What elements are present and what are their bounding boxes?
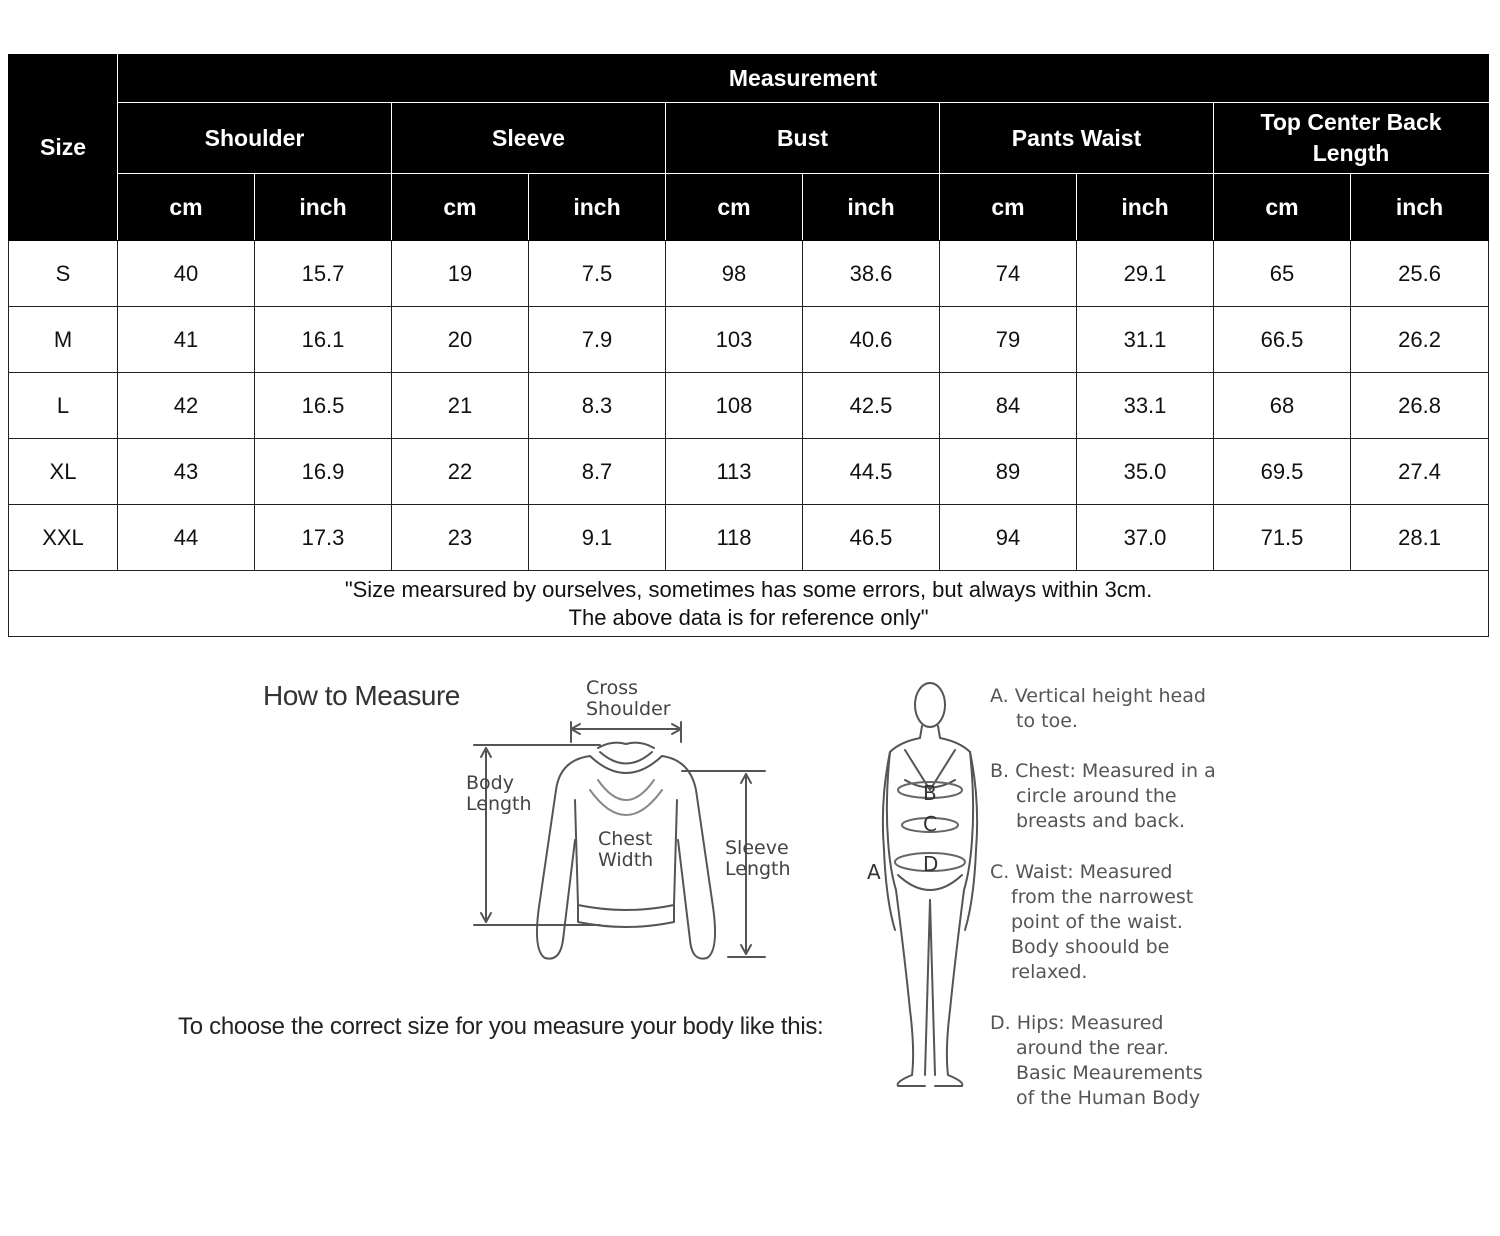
- table-cell: 7.5: [529, 241, 666, 307]
- table-cell: 25.6: [1351, 241, 1489, 307]
- table-cell: 8.7: [529, 439, 666, 505]
- table-cell: 41: [118, 307, 255, 373]
- table-cell: 79: [940, 307, 1077, 373]
- table-cell: 74: [940, 241, 1077, 307]
- table-cell: 22: [392, 439, 529, 505]
- table-cell: 9.1: [529, 505, 666, 571]
- table-cell: 35.0: [1077, 439, 1214, 505]
- size-cell: M: [9, 307, 118, 373]
- chest-width-label: Chest Width: [598, 828, 654, 871]
- table-cell: 89: [940, 439, 1077, 505]
- unit-header: inch: [1351, 174, 1489, 241]
- how-to-measure-title: How to Measure: [263, 680, 460, 711]
- table-cell: 42.5: [803, 373, 940, 439]
- unit-header: inch: [1077, 174, 1214, 241]
- body-length-label: Body Length: [466, 772, 532, 815]
- label-b: B: [923, 781, 937, 805]
- table-cell: 8.3: [529, 373, 666, 439]
- size-cell: XXL: [9, 505, 118, 571]
- legend-item-d: D. Hips: Measured around the rear. Basic Meaurements of the Human Body: [990, 1012, 1203, 1109]
- table-cell: 69.5: [1214, 439, 1351, 505]
- table-cell: 20: [392, 307, 529, 373]
- group-header-back-length: Top Center Back Length: [1214, 103, 1489, 174]
- unit-header: cm: [392, 174, 529, 241]
- table-cell: 94: [940, 505, 1077, 571]
- legend-item-b: B. Chest: Measured in a circle around the breasts and back.: [990, 760, 1216, 832]
- table-cell: 44.5: [803, 439, 940, 505]
- size-cell: XL: [9, 439, 118, 505]
- table-cell: 46.5: [803, 505, 940, 571]
- table-cell: 42: [118, 373, 255, 439]
- legend-item-a: A. Vertical height head to toe.: [990, 685, 1206, 732]
- size-header: Size: [9, 55, 118, 241]
- table-cell: 33.1: [1077, 373, 1214, 439]
- sleeve-length-label: Sleeve Length: [725, 837, 791, 880]
- legend-item-c: C. Waist: Measured from the narrowest point of the waist. Body shoould be relaxed.: [990, 861, 1194, 983]
- table-cell: 7.9: [529, 307, 666, 373]
- unit-header: inch: [803, 174, 940, 241]
- table-cell: 43: [118, 439, 255, 505]
- table-cell: 118: [666, 505, 803, 571]
- group-header-bust: Bust: [666, 103, 940, 174]
- table-cell: 38.6: [803, 241, 940, 307]
- size-cell: L: [9, 373, 118, 439]
- table-cell: 16.9: [255, 439, 392, 505]
- cross-shoulder-label: Cross Shoulder: [586, 677, 671, 720]
- table-cell: 29.1: [1077, 241, 1214, 307]
- table-cell: 40: [118, 241, 255, 307]
- table-cell: 44: [118, 505, 255, 571]
- table-cell: 21: [392, 373, 529, 439]
- table-cell: 15.7: [255, 241, 392, 307]
- table-cell: 16.5: [255, 373, 392, 439]
- table-cell: 17.3: [255, 505, 392, 571]
- table-cell: 16.1: [255, 307, 392, 373]
- label-c: C: [923, 812, 937, 836]
- unit-header: cm: [118, 174, 255, 241]
- table-cell: 26.2: [1351, 307, 1489, 373]
- table-cell: 23: [392, 505, 529, 571]
- label-a: A: [867, 860, 881, 884]
- group-header-pants-waist: Pants Waist: [940, 103, 1214, 174]
- group-header-sleeve: Sleeve: [392, 103, 666, 174]
- table-cell: 71.5: [1214, 505, 1351, 571]
- label-d: D: [923, 852, 939, 876]
- table-cell: 103: [666, 307, 803, 373]
- size-note-line-1: "Size mearsured by ourselves, sometimes has some errors, but always within 3cm.: [344, 576, 1153, 602]
- size-note-line-2: The above data is for reference only": [568, 604, 929, 630]
- table-cell: 37.0: [1077, 505, 1214, 571]
- size-cell: S: [9, 241, 118, 307]
- table-cell: 65: [1214, 241, 1351, 307]
- table-cell: 98: [666, 241, 803, 307]
- table-cell: 84: [940, 373, 1077, 439]
- table-cell: 31.1: [1077, 307, 1214, 373]
- unit-header: cm: [940, 174, 1077, 241]
- choose-size-instruction: To choose the correct size for you measure your body like this:: [178, 1013, 824, 1040]
- table-cell: 19: [392, 241, 529, 307]
- table-cell: 28.1: [1351, 505, 1489, 571]
- table-cell: 108: [666, 373, 803, 439]
- body-figure: [883, 683, 977, 1086]
- group-header-shoulder: Shoulder: [118, 103, 392, 174]
- unit-header: cm: [666, 174, 803, 241]
- table-cell: 68: [1214, 373, 1351, 439]
- unit-header: inch: [255, 174, 392, 241]
- table-cell: 66.5: [1214, 307, 1351, 373]
- table-cell: 27.4: [1351, 439, 1489, 505]
- table-cell: 113: [666, 439, 803, 505]
- unit-header: cm: [1214, 174, 1351, 241]
- table-cell: 40.6: [803, 307, 940, 373]
- measurement-header: Measurement: [118, 55, 1489, 103]
- unit-header: inch: [529, 174, 666, 241]
- table-cell: 26.8: [1351, 373, 1489, 439]
